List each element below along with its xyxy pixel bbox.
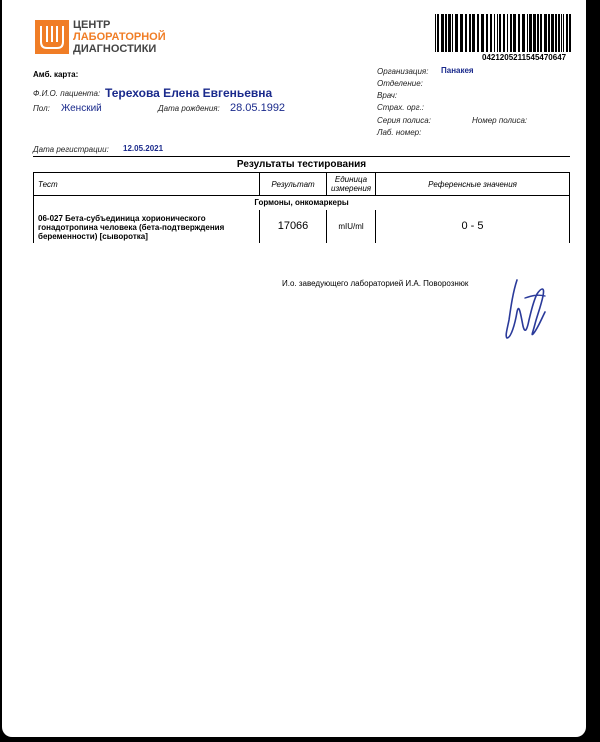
barcode-bar [490,14,492,52]
barcode-bar [533,14,536,52]
test-unit: mIU/ml [327,210,376,243]
barcode-bar [527,14,528,52]
doctor-label: Врач: [377,91,398,100]
dob-label: Дата рождения: [158,104,220,113]
barcode-bar [558,14,560,52]
lab-number-label: Лаб. номер: [377,128,422,137]
barcode-bar [510,14,512,52]
org-label: Организация: [377,67,429,76]
barcode-bar [537,14,539,52]
barcode-bar [522,14,525,52]
barcode-bar [561,14,562,52]
test-reference: 0 - 5 [376,210,570,243]
policy-number-label: Номер полиса: [472,116,528,125]
logo-line-1: ЦЕНТР [73,19,111,31]
barcode-bar [540,14,542,52]
barcode-bar [455,14,458,52]
barcode-bar [486,14,488,52]
logo-text [73,19,166,55]
results-table [33,172,570,243]
barcode-bar [563,14,564,52]
insurer-label: Страх. орг.: [377,103,424,112]
header-unit: Единица измерения [327,173,376,196]
barcode-bar [507,14,508,52]
header-test: Тест [34,173,260,196]
barcode-bar [481,14,484,52]
barcode-bar [477,14,479,52]
barcode-bar [445,14,447,52]
signature-icon [497,272,557,344]
barcode-bar [566,14,568,52]
signature-text: И.о. заведующего лабораторией И.А. Поворознюк [282,279,469,288]
header-result: Результат [260,173,327,196]
barcode-bar [441,14,444,52]
barcode-bar [555,14,557,52]
barcode-bar [529,14,532,52]
group-row [34,196,570,210]
barcode-bar [569,14,571,52]
barcode-bar [497,14,498,52]
barcode-bar [503,14,505,52]
fio-label: Ф.И.О. пациента: [33,89,101,98]
barcode-bar [548,14,550,52]
org-value: Панакея [441,66,474,75]
barcode [433,14,573,52]
test-result: 17066 [260,210,327,243]
barcode-bar [494,14,495,52]
table-row [34,210,570,243]
test-name: 06-027 Бета-субъединица хорионического гонадотропина человека (бета-подтверждения беременности) [сыворотка] [34,210,260,243]
title-divider [33,156,570,157]
barcode-bar [472,14,475,52]
barcode-bar [518,14,520,52]
barcode-bar [437,14,439,52]
barcode-bar [544,14,547,52]
group-name: Гормоны, онкомаркеры [34,196,570,210]
dept-label: Отделение: [377,79,423,88]
report-page [2,0,586,737]
barcode-bar [513,14,516,52]
patient-name: Терехова Елена Евгеньевна [105,86,273,100]
barcode-bar [460,14,463,52]
barcode-bar [465,14,467,52]
lab-logo [35,18,173,58]
barcode-bar [469,14,471,52]
barcode-bar [499,14,501,52]
logo-line-3: ДИАГНОСТИКИ [73,43,157,55]
barcode-bar [435,14,436,52]
results-title: Результаты тестирования [236,159,367,170]
registration-label: Дата регистрации: [33,145,109,154]
sex-label: Пол: [33,104,50,113]
barcode-number: 0421205211545470647 [482,53,567,62]
header-reference: Референсные значения [376,173,570,196]
patient-dob: 28.05.1992 [230,102,286,114]
amb-card-label: Амб. карта: [33,70,79,79]
barcode-bar [448,14,451,52]
barcode-bar [551,14,554,52]
registration-date: 12.05.2021 [123,144,164,153]
barcode-bar [452,14,453,52]
patient-sex: Женский [61,103,102,114]
policy-series-label: Серия полиса: [377,116,431,125]
table-header-row [34,173,570,196]
logo-icon [35,20,69,54]
logo-line-2: ЛАБОРАТОРНОЙ [73,31,166,43]
